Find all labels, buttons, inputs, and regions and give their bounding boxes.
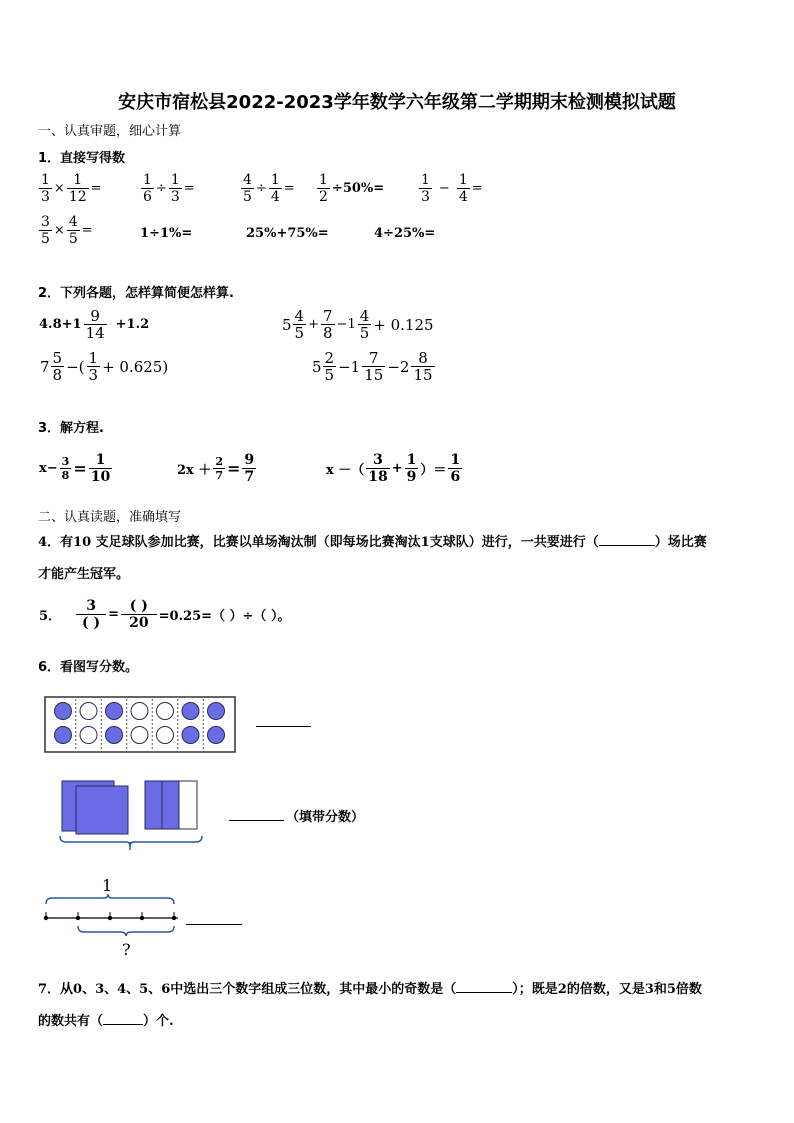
filled-circle — [55, 703, 72, 720]
q3-equation-1: x− $\frac{3}{8}$ = $\frac{1}{10}$ — [39, 452, 111, 485]
q6-fig2-hint: （填带分数） — [286, 810, 365, 825]
empty-circle — [131, 703, 148, 720]
filled-circle — [182, 703, 199, 720]
q2-expr-1: 4.8+1 $\frac{9}{14}$ +1.2 — [39, 307, 150, 342]
empty-circle — [80, 703, 97, 720]
filled-circle — [208, 727, 225, 744]
q2-expr-2: 5 $\frac{4}{5}$ + $\frac{7}{8}$ −1 $\frac{4}{5}$ + 0.125 — [282, 307, 434, 342]
filled-circle — [208, 703, 225, 720]
empty-circle — [157, 703, 174, 720]
q7-answer-blank-1[interactable] — [456, 992, 512, 993]
q3-equation-3: x －（ $\frac{3}{18}$ + $\frac{1}{9}$ ）＝ $\frac{1}{6}$ — [326, 452, 461, 485]
empty-circle — [157, 727, 174, 744]
q6-label: 6．看图写分数。 — [38, 660, 139, 675]
q1-label: 1．直接写得数 — [38, 151, 126, 166]
circle-grid-figure — [44, 696, 238, 754]
section-heading-1: 一、认真审题，细心计算 — [38, 124, 182, 139]
q1-item-h: 25%+75%= — [246, 226, 329, 241]
filled-circle — [182, 727, 199, 744]
q6-answer-blank-3[interactable] — [186, 924, 242, 925]
q1-item-c: $\frac{4}{5}$ ÷ $\frac{1}{4}$ = — [243, 172, 295, 205]
q1-item-b: $\frac{1}{6}$ ÷ $\frac{1}{3}$ = — [143, 172, 195, 205]
q4-answer-blank[interactable] — [599, 545, 655, 546]
number-line-figure — [38, 894, 188, 940]
q2-expr-4: 5 $\frac{2}{5}$ −1 $\frac{7}{15}$ −2 $\frac{8}{15}$ — [312, 349, 433, 384]
number-line-bottom-label: ? — [122, 940, 131, 959]
q6-answer-blank-1[interactable] — [256, 726, 311, 727]
q7-text-line1: 7．从0、3、4、5、6中选出三个数字组成三位数，其中最小的奇数是（ ）；既是2的倍数，又是3和5倍数 — [38, 982, 702, 997]
filled-circle — [106, 727, 123, 744]
q3-equation-2: 2x ＋ $\frac{2}{7}$ = $\frac{9}{7}$ — [177, 452, 255, 485]
filled-circle — [55, 727, 72, 744]
q1-item-g: 1÷1%= — [140, 226, 193, 241]
q7-answer-blank-2[interactable] — [103, 1024, 143, 1025]
q1-item-i: 4÷25%= — [374, 226, 436, 241]
q1-item-e: $\frac{1}{3}$ − $\frac{1}{4}$ = — [421, 172, 483, 205]
q2-label: 2．下列各题，怎样算简便怎样算. — [38, 286, 234, 301]
q4-text-line1: 4．有10 支足球队参加比赛，比赛以单场淘汰制（即每场比赛淘汰1支球队）进行，一共要进行（ ）场比赛 — [38, 535, 707, 550]
empty-circle — [131, 727, 148, 744]
page-title: 安庆市宿松县2022-2023学年数学六年级第二学期期末检测模拟试题 — [118, 92, 676, 113]
number-line-top-label: 1 — [102, 876, 113, 895]
q2-expr-3: 7 $\frac{5}{8}$ −( $\frac{1}{3}$ + 0.625) — [40, 349, 169, 384]
q4-text-line2: 才能产生冠军。 — [38, 567, 130, 582]
q1-item-d: $\frac{1}{2}$ ÷50%= — [319, 172, 385, 205]
q3-label: 3．解方程. — [38, 421, 104, 436]
q1-item-f: $\frac{3}{5}$ × $\frac{4}{5}$ = — [41, 214, 93, 247]
q5-expression: 5． $\frac{3}{( )}$ = $\frac{( )}{20}$ =0.25=（ ）÷（ ）。 — [39, 598, 291, 631]
q7-text-line2: 的数共有（ ）个. — [38, 1014, 174, 1029]
square-figure — [56, 776, 206, 854]
q6-answer-blank-2[interactable] — [229, 820, 284, 821]
filled-circle — [106, 703, 123, 720]
empty-circle — [80, 727, 97, 744]
q1-item-a: $\frac{1}{3}$ × $\frac{1}{12}$ = — [41, 172, 102, 205]
section-heading-2: 二、认真读题，准确填写 — [38, 510, 182, 525]
